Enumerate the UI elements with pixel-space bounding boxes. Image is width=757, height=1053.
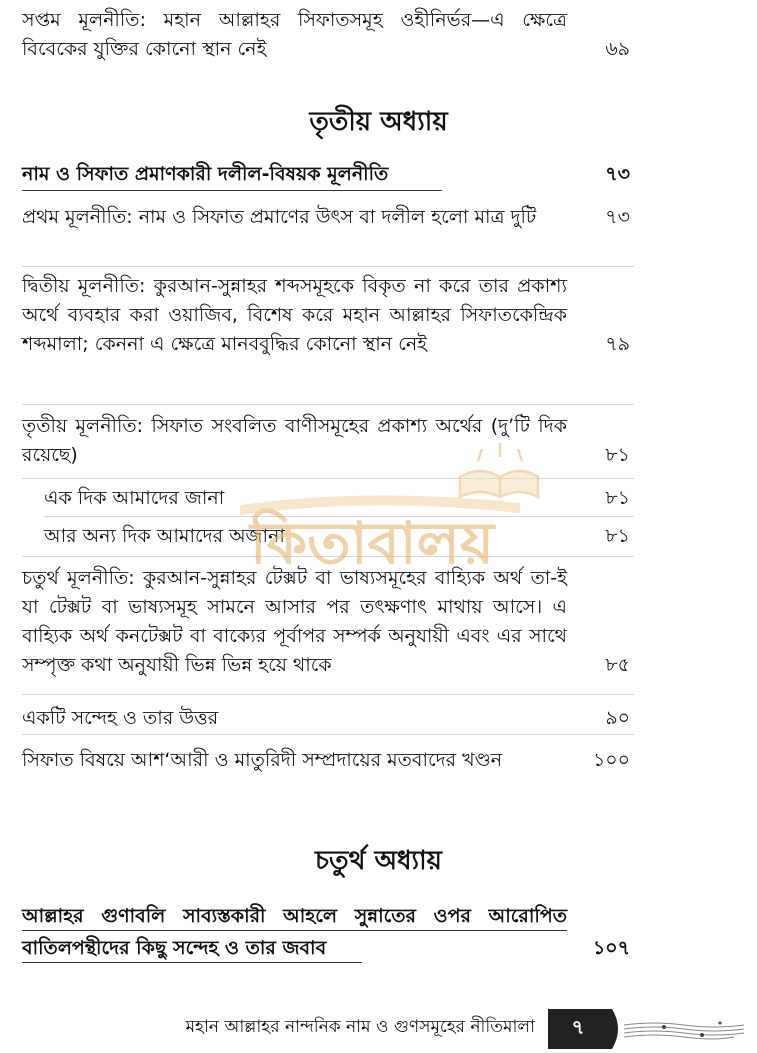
heading-underline [22, 962, 362, 963]
toc-entry-page: ৮১ [605, 525, 630, 547]
entry-divider [22, 266, 634, 267]
toc-entry-text: এক দিক আমাদের জানা [44, 487, 225, 509]
watermark-text: কিতাবালয় [250, 509, 494, 577]
toc-entry-text: আল্লাহর গুণাবলি সাব্যস্তকারী আহলে সুন্নাতের ওপর আরোপিত বাতিলপন্থীদের কিছু সন্দেহ ও তার জবাব [22, 905, 567, 959]
running-title: মহান আল্লাহর নান্দনিক নাম ও গুণসমূহের নীতিমালা [185, 1017, 535, 1037]
chapter-heading: চতুর্থ অধ্যায় [315, 846, 442, 876]
toc-entry-page: ৮১ [605, 444, 630, 466]
toc-entry-text: সিফাত বিষয়ে আশ‘আরী ও মাতুরিদী সম্প্রদায়ের মতবাদের খণ্ডন [22, 749, 503, 771]
toc-entry-text: আর অন্য দিক আমাদের অজানা [44, 525, 285, 547]
toc-section-heading [22, 160, 634, 189]
chapter-heading: তৃতীয় অধ্যায় [309, 107, 448, 137]
watermark-logo [220, 435, 550, 585]
toc-entry-text: দ্বিতীয় মূলনীতি: কুরআন-সুন্নাহর শব্দসমূহকে বিকৃত না করে তার প্রকাশ্য অর্থে ব্যবহার করা ওয়াজিব, বিশেষ করে মহান আল্লাহর সিফাতকেন্দ্রিক শব্দমালা; কেননা এ ক্ষেত্রে মানববুদ্ধির কোনো স্থান নেই [22, 275, 567, 355]
toc-entry [22, 272, 634, 359]
toc-entry-page: ৭৩ [605, 206, 630, 228]
toc-entry-page: ৮৫ [605, 654, 630, 676]
entry-divider [22, 694, 634, 695]
toc-entry-page: ৮১ [605, 487, 630, 509]
toc-entry [22, 704, 634, 733]
toc-section-heading [22, 900, 634, 964]
toc-entry-page: ৯০ [605, 707, 630, 729]
heading-underline [22, 190, 442, 191]
toc-entry-page: ১০০ [592, 749, 630, 771]
toc-entry-text: তৃতীয় মূলনীতি: সিফাত সংবলিত বাণীসমূহের প্রকাশ্য অর্থের (দু’টি দিক রয়েছে) [22, 415, 567, 466]
toc-entry-page: ৭৩ [605, 163, 630, 185]
entry-divider [22, 734, 634, 735]
page-footer [0, 1005, 757, 1053]
toc-entry-text: একটি সন্দেহ ও তার উত্তর [22, 707, 219, 729]
toc-entry-text: সপ্তম মূলনীতি: মহান আল্লাহর সিফাতসমূহ ওহীনির্ভর—এ ক্ষেত্রে বিবেকের যুক্তির কোনো স্থান নেই [22, 9, 567, 60]
toc-entry [22, 203, 634, 232]
toc-entry [22, 6, 634, 64]
toc-entry [22, 740, 634, 780]
page-number: ৭ [571, 1015, 585, 1039]
heading-underline [22, 930, 567, 931]
decorative-flourish-icon [624, 1015, 744, 1045]
toc-entry-page: ৬৯ [605, 38, 630, 60]
entry-divider [22, 404, 634, 405]
toc-entry-text: প্রথম মূলনীতি: নাম ও সিফাত প্রমাণের উৎস বা দলীল হলো মাত্র দুটি [22, 206, 537, 228]
toc-entry-text: নাম ও সিফাত প্রমাণকারী দলীল-বিষয়ক মূলনীতি [22, 163, 389, 185]
toc-entry-text: চতুর্থ মূলনীতি: কুরআন-সুন্নাহর টেক্সট বা ভাষ্যসমূহের বাহ্যিক অর্থ তা-ই যা টেক্সট বা ভাষ্যসমূহ সামনে আসার পর তৎক্ষণাৎ মাথায় আসে। এ বাহ্যিক অর্থ কনটেক্সট বা বাক্যের পূর্বাপর সম্পর্ক অনুযায়ী এবং এর সাথে সম্পৃক্ত কথা অনুযায়ী ভিন্ন ভিন্ন হয়ে থাকে [22, 567, 567, 676]
toc-entry-page: ১০৭ [592, 937, 630, 959]
toc-entry-page: ৭৯ [605, 333, 630, 355]
